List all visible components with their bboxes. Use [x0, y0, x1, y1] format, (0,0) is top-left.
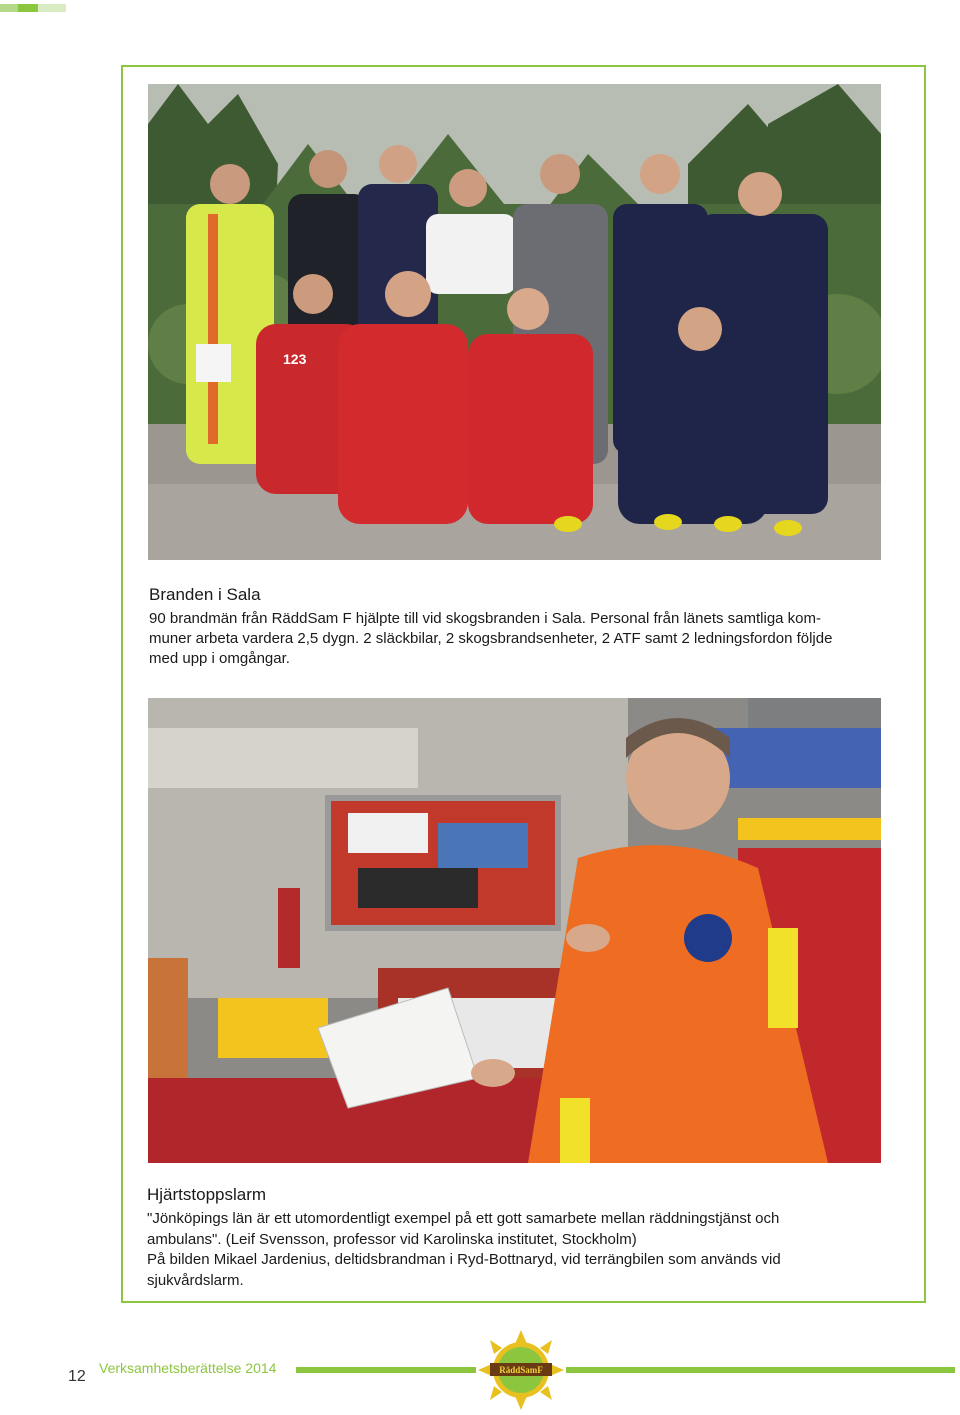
page-number: 12	[68, 1368, 86, 1385]
caption-line: sjukvårdslarm.	[147, 1271, 244, 1289]
caption-title: Hjärtstoppslarm	[147, 1185, 267, 1204]
page-footer	[0, 1330, 960, 1410]
caption-body	[149, 609, 889, 669]
caption-line: ambulans". (Leif Svensson, professor vid Karolinska institutet, Stockholm)	[147, 1230, 637, 1248]
corner-marks	[0, 4, 66, 12]
caption-line: muner arbeta vardera 2,5 dygn. 2 släckbilar, 2 skogsbrandsenheter, 2 ATF samt 2 ledningsfordon följde	[149, 630, 833, 647]
corner-mark	[38, 4, 66, 12]
logo-text: RäddSamF	[499, 1365, 543, 1375]
caption-hjartstopp	[147, 1185, 907, 1291]
group-photo	[148, 84, 881, 560]
caption-title: Branden i Sala	[149, 585, 261, 604]
footer-bar-right	[566, 1367, 955, 1373]
caption-body	[147, 1209, 907, 1291]
caption-line: med upp i omgångar.	[149, 650, 290, 667]
corner-mark	[18, 4, 38, 12]
caption-sala	[149, 585, 889, 669]
raddsam-logo	[478, 1330, 564, 1410]
vehicle-photo	[148, 698, 881, 1163]
footer-bar-left	[296, 1367, 476, 1373]
footer-title: Verksamhetsberättelse 2014	[99, 1360, 277, 1376]
caption-line: På bilden Mikael Jardenius, deltidsbrandman i Ryd-Bottnaryd, vid terrängbilen som används vid	[147, 1251, 781, 1268]
caption-line: 90 brandmän från RäddSam F hjälpte till vid skogsbranden i Sala. Personal från länets samtliga kom-	[149, 610, 822, 627]
vest-number: 123	[283, 351, 307, 367]
caption-line: "Jönköpings län är ett utomordentligt exempel på ett gott samarbete mellan räddningstjänst och	[147, 1210, 780, 1227]
corner-mark	[0, 4, 18, 12]
